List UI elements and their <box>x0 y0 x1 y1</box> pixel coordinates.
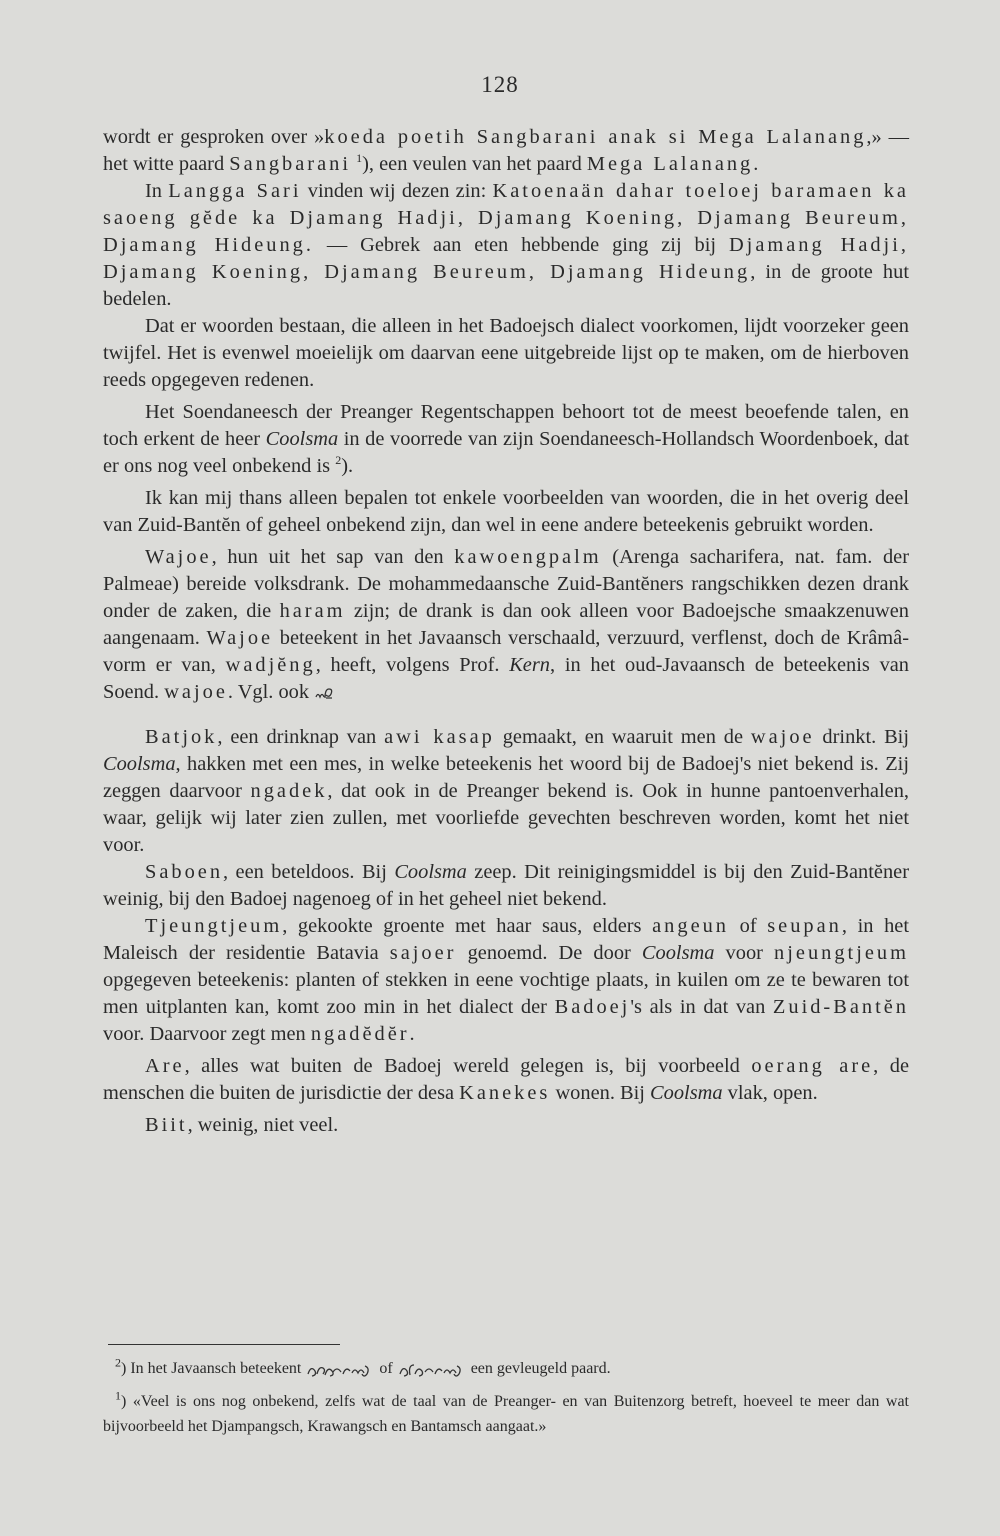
paragraph-7: Batjok, een drinknap van awi kasap gemaakt, en waaruit men de wajoe drinkt. Bij Coolsma, hakken met een mes, in welke beteekenis het woord bij de Badoej's niet bekend is. Zij zeggen daarvoor ngadek, dat ook in de Preanger bekend is. Ook in hunne pantoenverhalen, waar, gelijk wij later zien zullen, met voorliefde gevechten beschreven worden, komt het niet voor. <box>103 726 910 856</box>
paragraph-1: wordt er gesproken over »koeda poetih Sangbarani anak si Mega Lalanang,» — het witte paard Sangbarani $^1$), een veulen van het paard Mega Lalanang. <box>103 126 910 175</box>
paragraph-6: Wajoe, hun uit het sap van den kawoengpalm (Arenga sacharifera, nat. fam. der Palmeae) bereide volksdrank. De mohammedaansche Zuid-Bantĕners rangschikken dezen drank onder de zaken, die haram zijn; de drank is dan ook alleen voor Badoejsche smaakzenuwen aangenaam. Wajoe beteekent in het Javaansch verschaald, verzuurd, verflenst, doch de Krâmâ-vorm er van, wadjĕng, heeft, volgens Prof. Kern, in het oud-Javaansch de beteekenis van Soend. wajoe. Vgl. ook <box>103 546 910 703</box>
javanese-script-glyph-icon <box>314 684 334 702</box>
footnote-ref-1: 1 <box>356 151 363 166</box>
paragraph-11: Biit, weinig, niet veel. <box>145 1114 339 1136</box>
paragraph-5: Ik kan mij thans alleen bepalen tot enkele voorbeelden van woorden, die in het overig deel van Zuid-Bantĕn of geheel onbekend zijn, dan wel in eene andere beteekenis gebruikt worden. <box>103 487 909 536</box>
footnote-2: $^2$) In het Javaansch beteekent of een gevleugeld paard. <box>103 1356 909 1381</box>
paragraph-3: Dat er woorden bestaan, die alleen in het Badoejsch dialect voorkomen, lijdt voorzeker geen twijfel. Het is evenwel moeielijk om daarvan eene uitgebreide lijst op te maken, om de hierboven reeds opgegeven redenen. <box>103 315 909 391</box>
page-number: 128 <box>481 72 519 97</box>
paragraph-10: Are, alles wat buiten de Badoej wereld gelegen is, bij voorbeeld oerang are, de menschen die buiten de jurisdictie der desa Kanekes wonen. Bij Coolsma vlak, open. <box>103 1055 909 1104</box>
paragraph-2: In Langga Sari vinden wij dezen zin: Katoenaän dahar toeloej baramaen ka saoeng gĕde ka Djamang Hadji, Djamang Koening, Djamang Beureum, Djamang Hideung. — Gebrek aan eten hebbende ging zij bij Djamang Hadji, Djamang Koening, Djamang Beureum, Djamang Hideung, in de groote hut bedelen. <box>103 180 909 310</box>
main-text <box>103 124 909 1139</box>
footnote-ref-2: 2 <box>335 453 342 468</box>
javanese-script-glyph-icon <box>397 1358 467 1380</box>
footnotes <box>103 1352 909 1439</box>
paragraph-4: Het Soendaneesch der Preanger Regentschappen behoort tot de meest beoefende talen, en toch erkent de heer Coolsma in de voorrede van zijn Soendaneesch-Hollandsch Woordenboek, dat er ons nog veel onbekend is $^2$). <box>103 401 910 477</box>
paragraph-9: Tjeungtjeum, gekookte groente met haar saus, elders angeun of seupan, in het Maleisch der residentie Batavia sajoer genoemd. De door Coolsma voor njeungtjeum opgegeven beteekenis: planten of stekken in eene vochtige plaats, in kuilen om ze te bewaren tot men uitplanten kan, komt zoo min in het dialect der Badoej's als in dat van Zuid-Bantĕn voor. Daarvoor zegt men ngadĕdĕr. <box>103 915 909 1045</box>
footnote-1: $^1$) «Veel is ons nog onbekend, zelfs wat de taal van de Preanger- en van Buitenzorg betreft, hoeveel te meer dan wat bijvoorbeeld het Djampangsch, Krawangsch en Bantamsch aangaat.» <box>103 1388 909 1435</box>
javanese-script-glyph-icon <box>305 1358 375 1380</box>
paragraph-8: Saboen, een beteldoos. Bij Coolsma zeep. Dit reinigingsmiddel is bij den Zuid-Bantĕner weinig, bij den Badoej nagenoeg of in het geheel niet bekend. <box>103 861 909 910</box>
footnote-divider <box>108 1344 340 1345</box>
